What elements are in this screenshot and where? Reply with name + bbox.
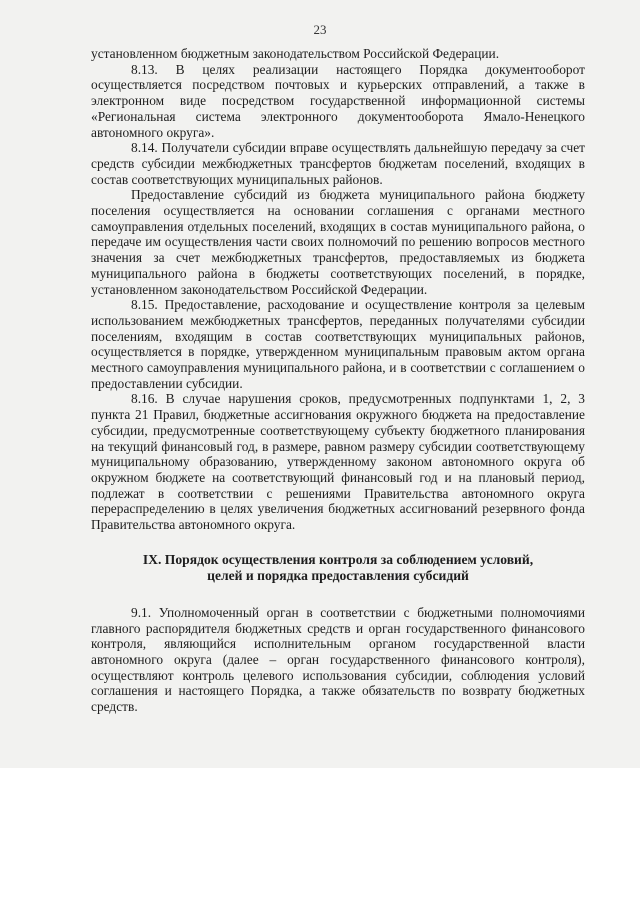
paragraph-8-14: 8.14. Получатели субсидии вправе осуществлять дальнейшую передачу за счет средств субсидии межбюджетных трансфертов бюджетам поселений, входящих в состав соответствующих муниципальных районов. [91, 140, 585, 187]
paragraph-continuation: установленном бюджетным законодательством Российской Федерации. [91, 46, 500, 61]
section-heading-line-1: IX. Порядок осуществления контроля за соблюдением условий, [142, 551, 534, 567]
section-heading-line-2: целей и порядка предоставления субсидий [207, 567, 469, 583]
paragraph-8-15: 8.15. Предоставление, расходование и осуществление контроля за целевым использованием межбюджетных трансфертов, переданных получателями субсидии поселениям, входящим в состав соответствующих муниципальных районов, осуществляется в порядке, утвержденном муниципальным правовым актом органа местного самоуправления муниципального района, и в соответствии с соглашением о предоставлении субсидии. [91, 297, 585, 391]
page-number: 23 [313, 22, 327, 37]
paragraph-8-13: 8.13. В целях реализации настоящего Порядка документооборот осуществляется посредством почтовых и курьерских отправлений, а также в электронном виде посредством государственной информационной системы «Региональная система электронного документооборота Ямало-Ненецкого автономного округа». [91, 61, 585, 140]
paragraph-8-16: 8.16. В случае нарушения сроков, предусмотренных подпунктами 1, 2, 3 пункта 21 Правил, бюджетные ассигнования окружного бюджета на предоставление субсидии, предусмотренные соответствующему субъекту бюджетного планирования на текущий финансовый год, в размере, равном размеру субсидии соответствующему муниципальному образованию, утвержденному законом автономного округа об окружном бюджете на соответствующий финансовый год и на плановый период, подлежат в соответствии с решениями Правительства автономного округа перераспределению в целях увеличения бюджетных ассигнований резервного фонда Правительства автономного округа. [91, 391, 585, 533]
paragraph-8-14-subsidy-provision: Предоставление субсидий из бюджета муниципального района бюджету поселения осуществляется на основании соглашения с органами местного самоуправления отдельных поселений, входящих в состав муниципального района, о передаче им осуществления части своих полномочий по решению вопросов местного значения за счет межбюджетных трансфертов, предоставляемых из бюджета муниципального района в бюджеты соответствующих поселений, в порядке, установленном законодательством Российской Федерации. [91, 187, 585, 297]
paragraph-9-1: 9.1. Уполномоченный орган в соответствии с бюджетными полномочиями главного распорядителя бюджетных средств и орган государственного финансового контроля, являющийся исполнительным органом государственной власти автономного округа (далее – орган государственного финансового контроля), осуществляют контроль целевого использования субсидии, соблюдения условий соглашения и настоящего Порядка, а также обязательств по возврату бюджетных средств. [91, 604, 585, 715]
section-heading [91, 552, 585, 584]
document-body [91, 46, 585, 715]
